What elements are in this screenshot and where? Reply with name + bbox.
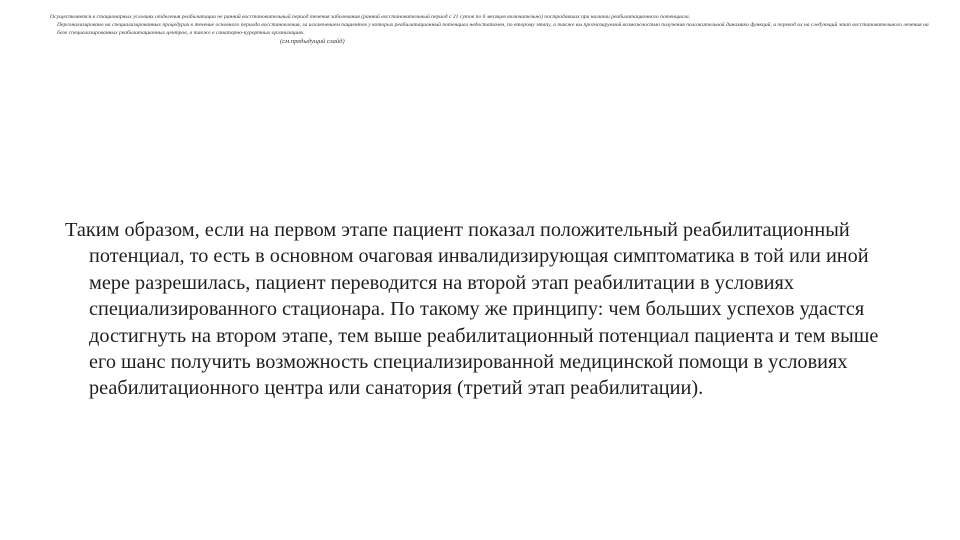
notes-line-2: Персонализировано на специализированных процедурах в течение основного периода восстановления, за исключением пациентов у которых реабилитационный потенциал недостаточен, по второму этапу, а также вы прогнозируемой возможностью получения положительной динамики функций, и перевод их на следующий этап восстановительного лечения на базе специализированных реабилитационных центров, а также в санаторно-курортных организациях. bbox=[57, 22, 929, 36]
notes-line-1: Осуществляется в стационарных условиях отделения реабилитации не ранний восстановительный период течения заболевания (ранний восстановительный период с 21 суток по 6 месяцев включительно) пострадавших при наличии реабилитационного потенциала. bbox=[50, 14, 691, 20]
main-paragraph: Таким образом, если на первом этапе пациент показал положительный реабилитационный потенциал, то есть в основном очаговая инвалидизирующая симптоматика в той или иной мере разрешилась, пациент переводится на второй этап реабилитации в условиях специализированного стационара. По такому же принципу: чем больших успехов удастся достигнуть на втором этапе, тем выше реабилитационный потенциал пациента и тем выше его шанс получить возможность специализированной медицинской помощи в условиях реабилитационного центра или санатория (третий этап реабилитации). bbox=[65, 219, 879, 400]
notes-reference: (см.предыдущий слайд) bbox=[280, 38, 345, 45]
top-notes bbox=[50, 13, 930, 45]
